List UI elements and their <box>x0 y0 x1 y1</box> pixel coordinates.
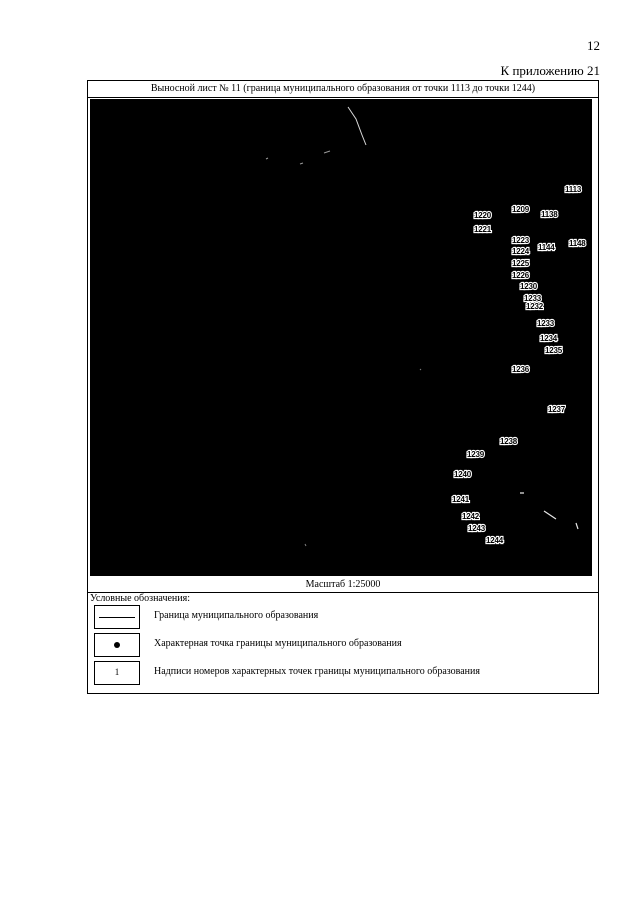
sheet-frame <box>87 80 599 694</box>
legend-symbol-box <box>94 605 140 629</box>
point-label: 1238 <box>500 437 517 446</box>
point-label: 1241 <box>452 495 469 504</box>
point-label: 1221 <box>474 225 491 234</box>
point-label: 1138 <box>541 210 558 219</box>
legend-item-label-sample <box>90 661 590 685</box>
point-label: 1243 <box>468 524 485 533</box>
point-label: 1242 <box>462 512 479 521</box>
point-label: 1148 <box>569 239 586 248</box>
boundary-fragment-top-left <box>266 151 330 164</box>
map-scale: Масштаб 1:25000 <box>88 578 598 593</box>
point-number-symbol: 1 <box>114 667 120 677</box>
point-label: 1234 <box>540 334 557 343</box>
boundary-line-symbol <box>99 617 135 618</box>
point-label: 1235 <box>545 346 562 355</box>
legend-item-label: Надписи номеров характерных точек границы муниципального образования <box>154 666 480 677</box>
point-label: 1233 <box>537 319 554 328</box>
point-label: 1144 <box>538 243 555 252</box>
boundary-point-symbol <box>114 642 120 648</box>
boundary-fragment-mid <box>305 369 421 546</box>
point-label: 1239 <box>467 450 484 459</box>
point-label: 1220 <box>474 211 491 220</box>
point-labels <box>452 185 586 545</box>
point-label: 1223 <box>512 236 529 245</box>
legend-item-label: Граница муниципального образования <box>154 610 319 621</box>
boundary-fragment-top <box>348 107 366 145</box>
legend-item-label: Характерная точка границы муниципального образования <box>154 638 402 649</box>
point-label: 1113 <box>565 185 582 194</box>
point-label: 1209 <box>512 205 529 214</box>
point-label: 1244 <box>486 536 503 545</box>
page-number: 12 <box>587 38 600 53</box>
point-label: 1233 <box>524 294 541 303</box>
legend-symbol-box <box>94 633 140 657</box>
point-label: 1240 <box>454 470 471 479</box>
legend-item-boundary <box>90 605 590 629</box>
legend-item-point <box>90 633 590 657</box>
point-label: 1230 <box>520 282 537 291</box>
legend-title: Условные обозначения: <box>90 593 191 604</box>
map-area[interactable] <box>90 99 592 576</box>
point-label: 1232 <box>526 302 543 311</box>
boundary-fragment-bottom <box>520 493 578 529</box>
point-label: 1225 <box>512 259 529 268</box>
point-label: 1224 <box>512 247 529 256</box>
appendix-caption: К приложению 21 <box>500 63 600 78</box>
point-label: 1226 <box>512 271 529 280</box>
map-canvas <box>90 99 592 576</box>
legend-symbol-box <box>94 661 140 685</box>
point-label: 1236 <box>512 365 529 374</box>
point-label: 1237 <box>548 405 565 414</box>
sheet-title: Выносной лист № 11 (граница муниципального образования от точки 1113 до точки 1244) <box>88 81 598 98</box>
